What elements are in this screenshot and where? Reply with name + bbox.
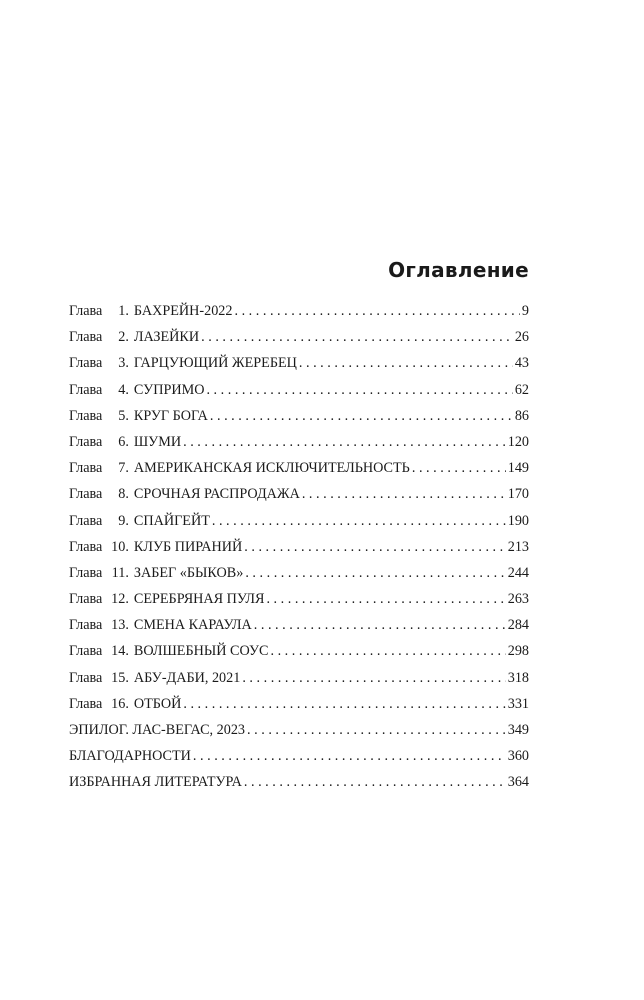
page-number: 170 [507,486,529,503]
dot-leader [254,617,506,634]
chapter-number: 12 [111,591,126,608]
chapter-number-dot: . [125,381,129,398]
page-number: 26 [514,329,529,346]
chapter-word: Глава [69,381,103,398]
chapter-number: 13 [111,617,126,634]
chapter-number: 5 [118,407,126,424]
chapter-number-dot: . [125,643,129,660]
chapter-number: 2 [118,329,126,346]
chapter-number-dot: . [125,564,129,581]
chapter-number: 14 [111,643,126,660]
page-number: 244 [507,564,529,581]
dot-leader [210,408,513,425]
chapter-word: Глава [69,643,103,660]
chapter-title: БАХРЕЙН-2022 [133,303,233,319]
chapter-title: АМЕРИКАНСКАЯ ИСКЛЮЧИТЕЛЬНОСТЬ [133,460,410,477]
toc-row-chapter-12 [69,591,529,617]
chapter-number: 16 [111,695,126,712]
chapter-number: 15 [111,669,126,686]
toc-row-chapter-11 [69,565,529,591]
chapter-word: Глава [69,433,103,450]
toc-row-chapter-15 [69,670,529,696]
dot-leader [245,565,505,582]
toc-row-chapter-13 [69,617,529,643]
chapter-title: ГАРЦУЮЩИЙ ЖЕРЕБЕЦ [133,355,297,372]
dot-leader [244,539,505,556]
chapter-number-dot: . [125,407,129,424]
page-number: 120 [507,433,529,450]
toc-title: Оглавление [388,258,529,282]
chapter-number-dot: . [125,303,129,319]
chapter-title: КЛУБ ПИРАНИЙ [133,538,243,555]
chapter-number-dot: . [125,512,129,529]
page-number: 298 [507,643,529,660]
chapter-word: Глава [69,460,103,477]
chapter-title: СМЕНА КАРАУЛА [133,617,252,634]
chapter-title: СУПРИМО [133,381,205,398]
dot-leader [299,355,513,372]
dot-leader [302,486,506,503]
toc-row-chapter-2 [69,329,529,355]
dot-leader [183,434,506,451]
toc-row-chapter-6 [69,434,529,460]
chapter-number-dot: . [125,591,129,608]
dot-leader [266,591,505,608]
chapter-word: Глава [69,695,103,712]
chapter-number: 10 [111,538,126,555]
chapter-number-dot: . [125,617,129,634]
chapter-number-dot: . [125,433,129,450]
section-title: ИЗБРАННАЯ ЛИТЕРАТУРА [69,774,242,791]
dot-leader [183,696,505,713]
chapter-number: 6 [118,433,126,450]
chapter-number: 8 [118,486,126,503]
chapter-title: АБУ-ДАБИ, 2021 [133,669,241,686]
section-title: ЭПИЛОГ. ЛАС-ВЕГАС, 2023 [69,722,246,738]
chapter-word: Глава [69,329,103,346]
toc-row-chapter-5 [69,408,529,434]
chapter-number: 3 [118,355,126,372]
chapter-title: СПАЙГЕЙТ [133,512,210,529]
table-of-contents [69,303,529,801]
dot-leader [201,329,513,346]
toc-row-chapter-8 [69,486,529,512]
chapter-number-dot: . [125,460,129,477]
section-title: БЛАГОДАРНОСТИ [69,748,191,765]
chapter-title: ВОЛШЕБНЫЙ СОУС [133,643,269,660]
page-number: 86 [514,407,529,424]
chapter-number: 7 [118,460,126,477]
chapter-word: Глава [69,564,103,581]
chapter-word: Глава [69,303,103,319]
page-number: 43 [514,355,529,372]
dot-leader [206,382,512,399]
chapter-title: СРОЧНАЯ РАСПРОДАЖА [133,486,300,503]
chapter-number: 11 [111,564,126,581]
dot-leader [242,670,505,687]
toc-row-epilogue [69,722,529,748]
dot-leader [244,774,506,791]
page-number: 213 [507,538,529,555]
chapter-word: Глава [69,407,103,424]
toc-row-chapter-14 [69,643,529,669]
chapter-word: Глава [69,669,103,686]
page-number: 360 [507,748,529,765]
chapter-title: ЗАБЕГ «БЫКОВ» [133,564,244,581]
toc-row-chapter-4 [69,382,529,408]
chapter-title: ЛАЗЕЙКИ [133,329,200,346]
page-number: 318 [507,669,529,686]
toc-row-bibliography [69,774,529,800]
chapter-word: Глава [69,355,103,372]
chapter-number: 1 [118,303,126,319]
chapter-word: Глава [69,591,103,608]
page-number: 149 [507,460,529,477]
chapter-title: ОТБОЙ [133,695,182,712]
page-number: 62 [514,381,529,398]
toc-row-chapter-1 [69,303,529,329]
page-number: 263 [507,591,529,608]
chapter-word: Глава [69,486,103,503]
page-number: 9 [521,303,529,319]
chapter-number-dot: . [125,355,129,372]
page-number: 190 [507,512,529,529]
chapter-number-dot: . [125,486,129,503]
page-number: 364 [507,774,529,791]
chapter-title: СЕРЕБРЯНАЯ ПУЛЯ [133,591,265,608]
dot-leader [234,303,519,320]
toc-row-chapter-7 [69,460,529,486]
dot-leader [270,643,505,660]
toc-row-acknowledgements [69,748,529,774]
chapter-number-dot: . [125,538,129,555]
chapter-title: КРУГ БОГА [133,407,208,424]
chapter-word: Глава [69,512,103,529]
dot-leader [247,722,506,739]
chapter-word: Глава [69,538,103,555]
chapter-title: ШУМИ [133,433,182,450]
toc-row-chapter-3 [69,355,529,381]
chapter-number: 9 [118,512,126,529]
toc-row-chapter-16 [69,696,529,722]
page-number: 349 [507,722,529,738]
dot-leader [193,748,506,765]
dot-leader [412,460,506,477]
chapter-number: 4 [118,381,126,398]
page-number: 331 [507,695,529,712]
toc-row-chapter-9 [69,513,529,539]
page-number: 284 [507,617,529,634]
toc-row-chapter-10 [69,539,529,565]
chapter-number-dot: . [125,669,129,686]
chapter-number-dot: . [125,329,129,346]
chapter-number-dot: . [125,695,129,712]
chapter-word: Глава [69,617,103,634]
dot-leader [212,513,506,530]
